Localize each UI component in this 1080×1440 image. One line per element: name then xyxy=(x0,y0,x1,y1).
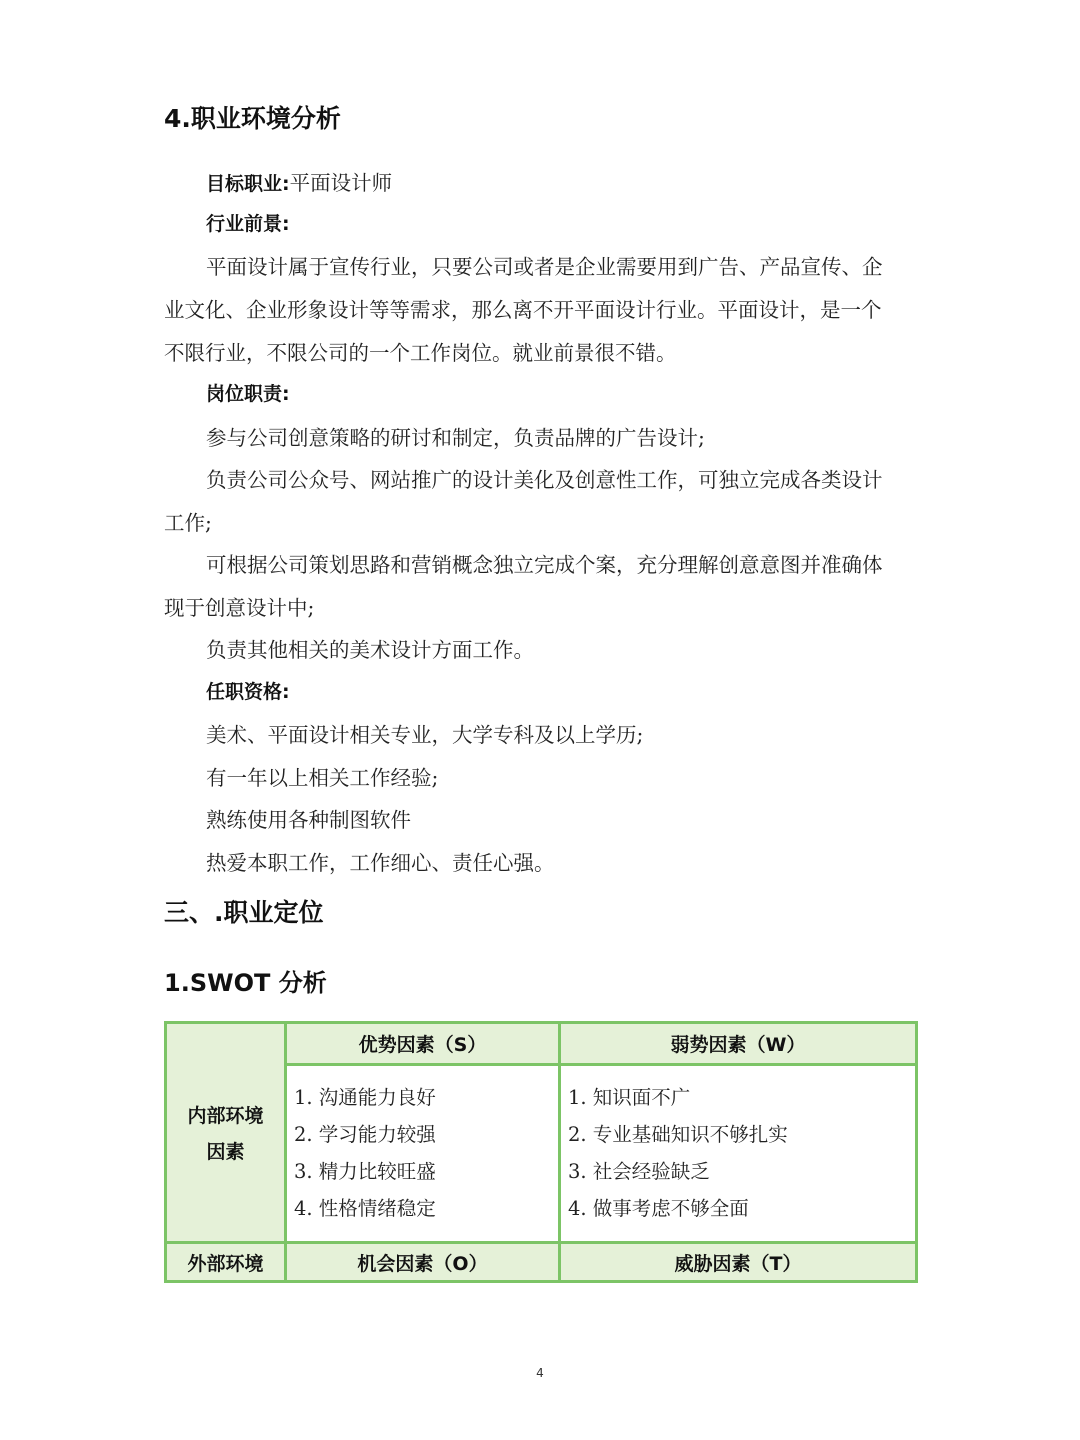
page-number: 4 xyxy=(536,1366,544,1380)
duties-line-1: 参与公司创意策略的研讨和制定，负责品牌的广告设计; xyxy=(206,426,705,450)
swot-weaknesses-list xyxy=(568,1079,788,1227)
list-item: 4. 做事考虑不够全面 xyxy=(568,1197,749,1220)
swot-internal-label-line-2: 因素 xyxy=(206,1141,245,1163)
duties-line-6: 负责其他相关的美术设计方面工作。 xyxy=(206,638,534,662)
section-heading-career-environment: 4.职业环境分析 xyxy=(164,104,341,133)
section-heading-swot: 1.SWOT 分析 xyxy=(164,969,327,997)
swot-internal-label xyxy=(167,1098,284,1170)
duties-line-2: 负责公司公众号、网站推广的设计美化及创意性工作，可独立完成各类设计 xyxy=(206,468,883,492)
qualifications-line-3: 熟练使用各种制图软件 xyxy=(206,808,411,832)
duties-line-3: 工作; xyxy=(164,511,212,535)
swot-weaknesses-header: 弱势因素（W） xyxy=(670,1034,806,1056)
qualifications-line-4: 热爱本职工作，工作细心、责任心强。 xyxy=(206,851,555,875)
industry-line-2: 业文化、企业形象设计等等需求，那么离不开平面设计行业。平面设计，是一个 xyxy=(164,298,882,322)
swot-internal-label-line-1: 内部环境 xyxy=(187,1105,264,1127)
swot-table xyxy=(164,1021,918,1283)
target-job-row xyxy=(206,166,392,196)
list-item: 2. 专业基础知识不够扎实 xyxy=(568,1123,788,1146)
list-item: 3. 精力比较旺盛 xyxy=(294,1160,436,1183)
industry-line-3: 不限行业，不限公司的一个工作岗位。就业前景很不错。 xyxy=(164,341,677,365)
swot-opportunities-header: 机会因素（O） xyxy=(357,1252,488,1275)
list-item: 1. 沟通能力良好 xyxy=(294,1086,436,1109)
swot-strengths-header: 优势因素（S） xyxy=(358,1034,487,1056)
qualifications-line-1: 美术、平面设计相关专业，大学专科及以上学历; xyxy=(206,723,644,747)
swot-threats-header: 威胁因素（T） xyxy=(674,1252,802,1275)
duties-label: 岗位职责: xyxy=(206,383,290,405)
swot-external-label: 外部环境 xyxy=(187,1252,264,1275)
qualifications-line-2: 有一年以上相关工作经验; xyxy=(206,766,439,790)
target-job-label: 目标职业: xyxy=(206,173,290,195)
duties-line-5: 现于创意设计中; xyxy=(164,596,315,620)
list-item: 1. 知识面不广 xyxy=(568,1086,691,1109)
industry-label: 行业前景: xyxy=(206,213,290,235)
industry-line-1: 平面设计属于宣传行业，只要公司或者是企业需要用到广告、产品宣传、企 xyxy=(206,255,883,279)
list-item: 2. 学习能力较强 xyxy=(294,1123,436,1146)
target-job-value: 平面设计师 xyxy=(289,171,393,195)
list-item: 3. 社会经验缺乏 xyxy=(568,1160,710,1183)
swot-strengths-list xyxy=(294,1079,436,1227)
section-heading-career-positioning: 三、.职业定位 xyxy=(164,898,324,927)
qualifications-label: 任职资格: xyxy=(206,681,290,703)
list-item: 4. 性格情绪稳定 xyxy=(294,1197,436,1220)
duties-line-4: 可根据公司策划思路和营销概念独立完成个案，充分理解创意意图并准确体 xyxy=(206,553,883,577)
swot-hline-top xyxy=(284,1063,915,1066)
